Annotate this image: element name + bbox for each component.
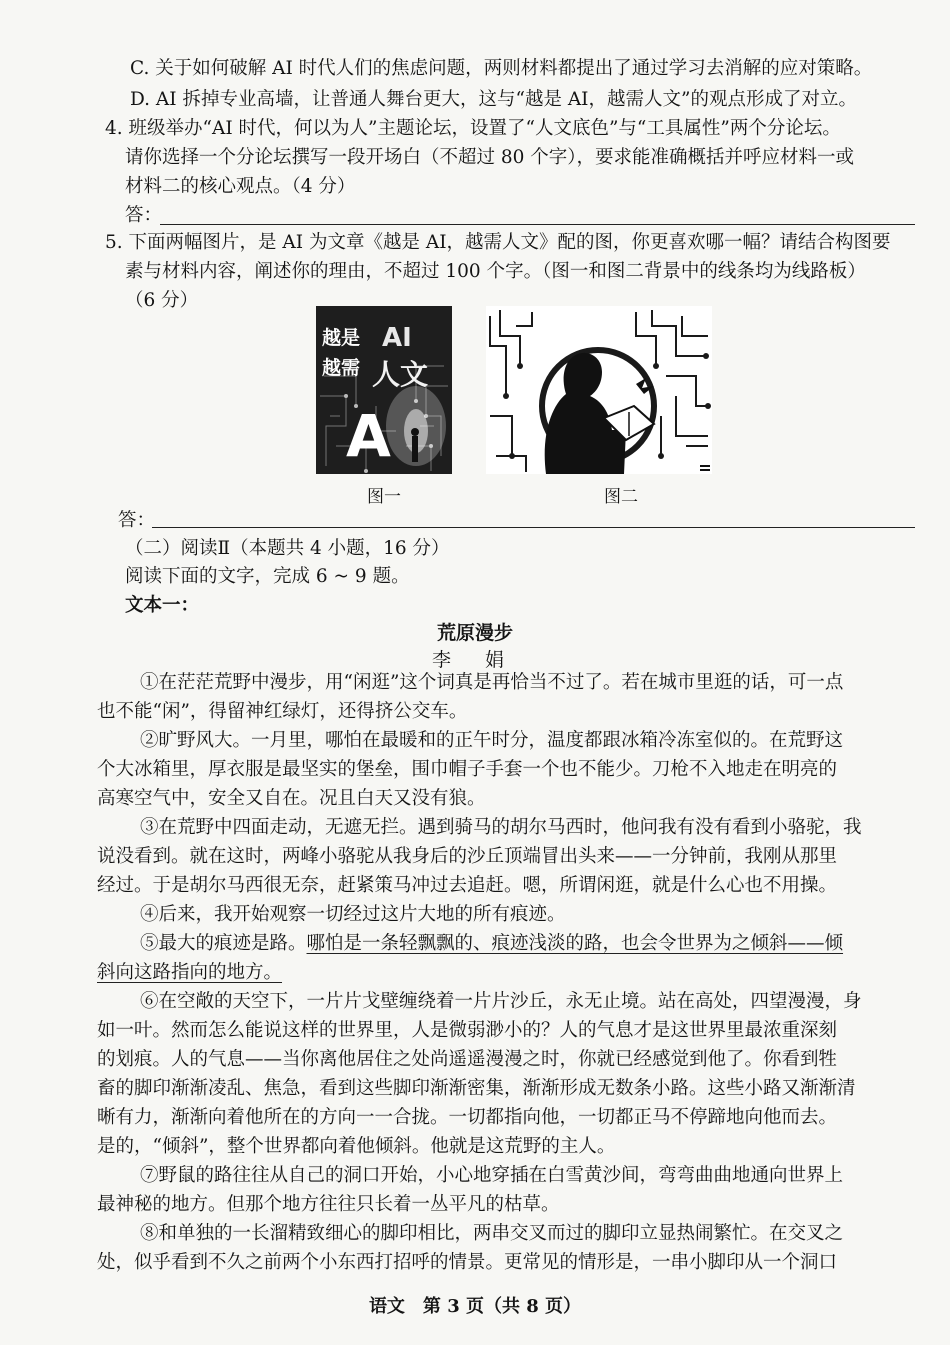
figure-1-image — [316, 306, 452, 474]
option-c: C. 关于如何破解 AI 时代人们的焦虑问题，两则材料都提出了通过学习去消解的应对策略。 — [130, 58, 873, 79]
paragraph-line: 说没看到。就在这时，两峰小骆驼从我身后的沙丘顶端冒出头来——一分钟前，我刚从那里 — [97, 846, 838, 867]
paragraph-line: 高寒空气中，安全又自在。况且白天又没有狼。 — [97, 788, 486, 809]
paragraph-line: 最神秘的地方。但那个地方往往只长着一丛平凡的枯草。 — [97, 1194, 560, 1215]
option-d: D. AI 拆掉专业高墙，让普通人舞台更大，这与“越是 AI，越需人文”的观点形成了对立。 — [130, 89, 857, 110]
figure-1-text-mid-left: 越需 — [322, 357, 361, 379]
article-title: 荒原漫步 — [436, 622, 513, 644]
paragraph-line: ③在荒野中四面走动，无遮无拦。遇到骑马的胡尔马西时，他问我有没有看到小骆驼，我 — [140, 817, 862, 838]
paragraph-line: 畜的脚印渐渐凌乱、焦急，看到这些脚印渐渐密集，渐渐形成无数条小路。这些小路又渐渐清 — [97, 1078, 856, 1099]
text-one-label: 文本一： — [125, 595, 200, 616]
q5-answer-line[interactable] — [152, 527, 915, 528]
figure-2-caption: 图二 — [604, 487, 638, 507]
paragraph-line: ⑧和单独的一长溜精致细心的脚印相比，两串交叉而过的脚印立显热闹繁忙。在交叉之 — [140, 1223, 844, 1244]
paragraph-line: 的划痕。人的气息——当你离他居住之处尚遥遥漫漫之时，你就已经感觉到他了。你看到牲 — [97, 1049, 838, 1070]
figure-1-illustration — [316, 306, 452, 474]
paragraph-line: 经过。于是胡尔马西很无奈，赶紧策马冲过去追赶。嗯，所谓闲逛，就是什么心也不用操。 — [97, 875, 838, 896]
paragraph-line-underlined — [140, 931, 843, 957]
q5-line-2: 素与材料内容，阐述你的理由，不超过 100 个字。（图一和图二背景中的线条均为线路板） — [125, 261, 866, 282]
figure-1-text-mid-right: 人文 — [372, 358, 429, 391]
paragraph-line: 晰有力，渐渐向着他所在的方向一一合拢。一切都指向他，一切都正马不停蹄地向他而去。 — [97, 1107, 838, 1128]
section-instruction: 阅读下面的文字，完成 6 ~ 9 题。 — [125, 566, 410, 587]
paragraph-line: ①在茫茫荒野中漫步，用“闲逛”这个词真是再恰当不过了。若在城市里逛的话，可一点 — [140, 672, 844, 693]
figure-2-image — [486, 306, 712, 474]
paragraph-line: ⑦野鼠的路往往从自己的洞口开始，小心地穿插在白雪黄沙间，弯弯曲曲地通向世界上 — [140, 1165, 844, 1186]
paragraph-line: 个大冰箱里，厚衣服是最坚实的堡垒，围巾帽子手套一个也不能少。刀枪不入地走在明亮的 — [97, 759, 838, 780]
article-author: 李 娟 — [431, 649, 519, 671]
paragraph-line: ④后来，我开始观察一切经过这片大地的所有痕迹。 — [140, 904, 566, 925]
paragraph-line: 是的，“倾斜”，整个世界都向着他倾斜。他就是这荒野的主人。 — [97, 1136, 616, 1157]
paragraph-line: 也不能“闲”，得留神红绿灯，还得挤公交车。 — [97, 701, 468, 722]
q5-line-3: （6 分） — [125, 290, 199, 311]
q5-answer-label: 答： — [118, 510, 156, 531]
q5-line-1: 5. 下面两幅图片，是 AI 为文章《越是 AI，越需人文》配的图，你更喜欢哪一幅？请结合构图要 — [105, 232, 891, 253]
underlined-sentence: 哪怕是一条轻飘飘的、痕迹浅淡的路，也会令世界为之倾斜——倾 — [306, 933, 844, 954]
q4-answer-line[interactable] — [160, 224, 915, 225]
section-heading: （二）阅读Ⅱ（本题共 4 小题，16 分） — [125, 538, 450, 559]
figure-1-letter: A — [346, 402, 391, 470]
page-footer: 语文 第 3 页（共 8 页） — [368, 1296, 582, 1317]
paragraph-line-underlined — [97, 960, 282, 986]
q4-line-2: 请你选择一个分论坛撰写一段开场白（不超过 80 个字），要求能准确概括并呼应材料一或 — [125, 147, 855, 168]
underlined-sentence: 斜向这路指向的地方。 — [97, 962, 283, 983]
paragraph-text: ⑤最大的痕迹是路。 — [140, 933, 307, 954]
figure-1-caption: 图一 — [367, 487, 401, 507]
figure-1-text-top-left: 越是 — [322, 327, 361, 349]
q4-answer-label: 答： — [125, 205, 163, 226]
paragraph-line: 处，似乎看到不久之前两个小东西打招呼的情景。更常见的情形是，一串小脚印从一个洞口 — [97, 1252, 838, 1273]
paragraph-line: ⑥在空敞的天空下，一片片戈壁缠绕着一片片沙丘，永无止境。站在高处，四望漫漫，身 — [140, 991, 862, 1012]
figure-2-illustration — [486, 306, 712, 474]
paragraph-line: ②旷野风大。一月里，哪怕在最暖和的正午时分，温度都跟冰箱冷冻室似的。在荒野这 — [140, 730, 844, 751]
q4-line-1: 4. 班级举办“AI 时代，何以为人”主题论坛，设置了“人文底色”与“工具属性”两个分论坛。 — [105, 118, 841, 139]
paragraph-line: 如一叶。然而怎么能说这样的世界里，人是微弱渺小的？人的气息才是这世界里最浓重深刻 — [97, 1020, 838, 1041]
q4-line-3: 材料二的核心观点。（4 分） — [125, 176, 356, 197]
figure-1-text-top-right: AI — [382, 323, 412, 353]
